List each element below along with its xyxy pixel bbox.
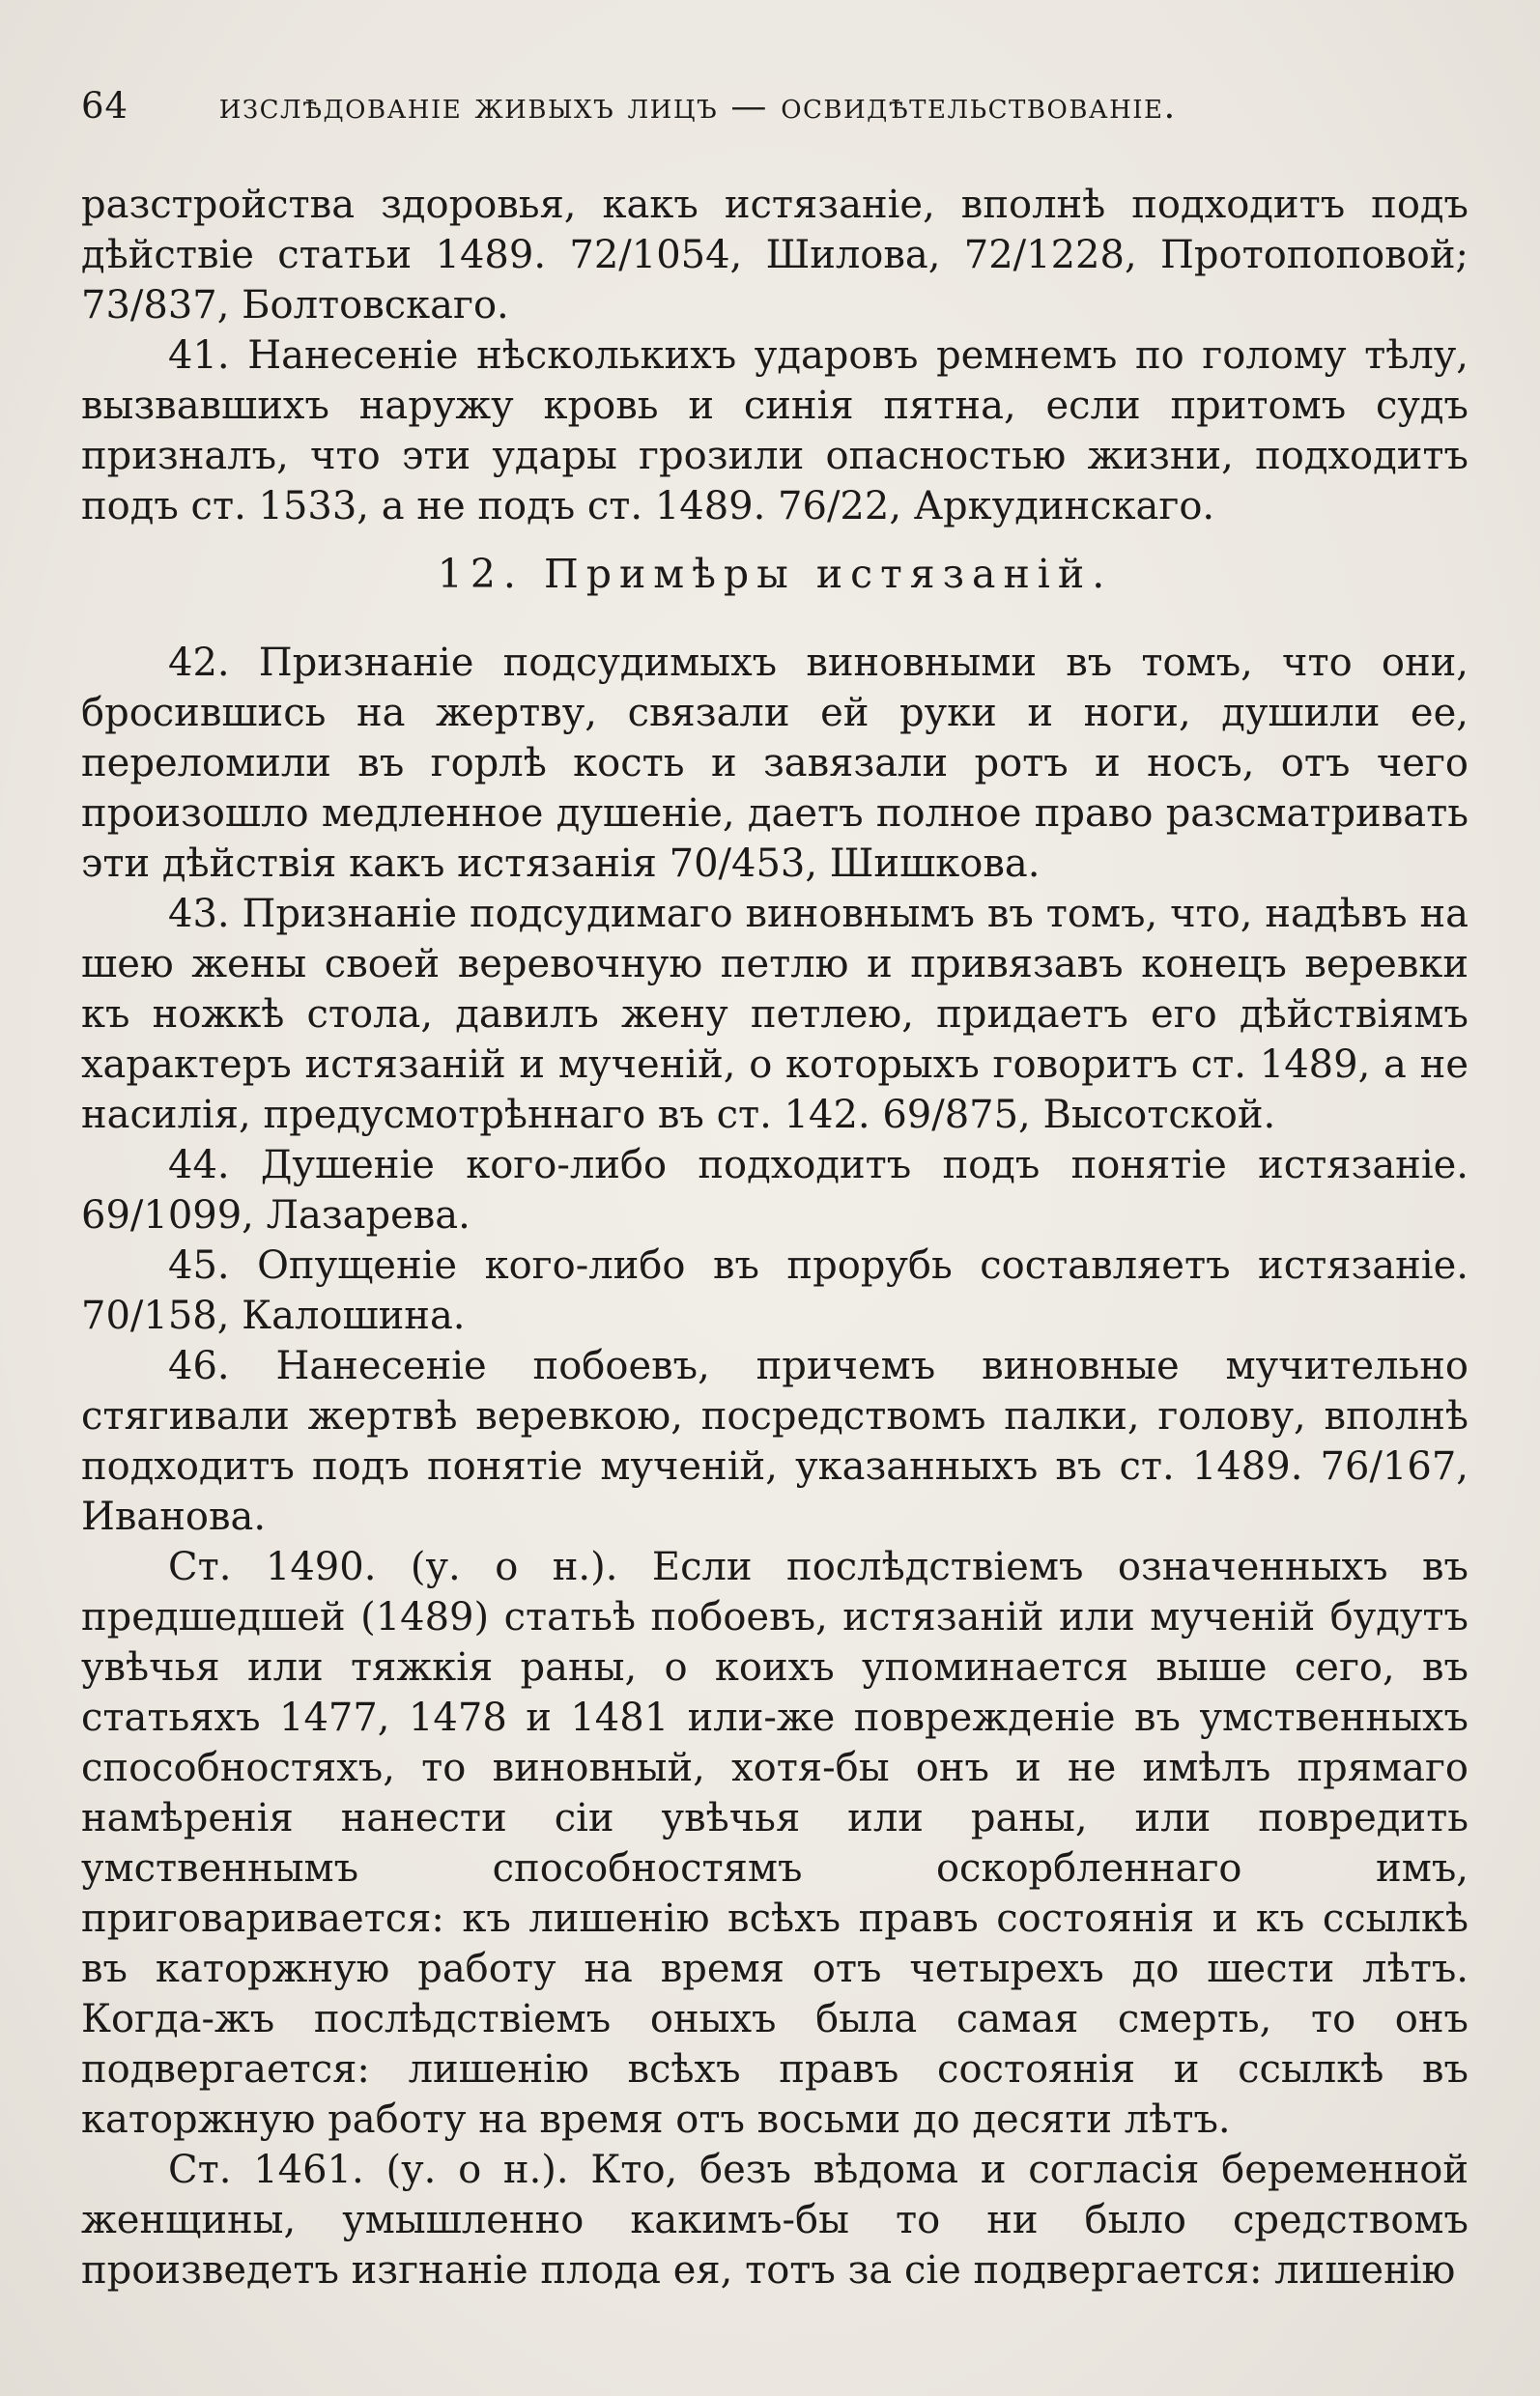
paragraph-item-41: 41. Нанесеніе нѣсколькихъ ударовъ ремнемъ по голому тѣлу, вызвавшихъ наружу кровь и синія пятна, если притомъ судъ призналъ, что эти удары грозили опасностью жизни, подходитъ подъ ст. 1533, а не подъ ст. 1489. 76/22, Аркудинскаго. — [81, 333, 1469, 528]
paragraph-article-1490: Ст. 1490. (у. о н.). Если послѣдствіемъ означенныхъ въ предшедшей (1489) статьѣ побоевъ, истязаній или мученій будутъ увѣчья или тяжкія раны, о коихъ упоминается выше сего, въ статьяхъ 1477, 1478 и 1481 или-же поврежденіе въ умственныхъ способностяхъ, то виновный, хотя-бы онъ и не имѣлъ прямаго намѣренія нанести сіи увѣчья или раны, или повредить умственнымъ способностямъ оскорбленнаго имъ, приговаривается: къ лишенію всѣхъ правъ состоянія и къ ссылкѣ въ каторжную работу на время отъ четырехъ до шести лѣтъ. Когда-жъ послѣдствіемъ оныхъ была самая смерть, то онъ подвергается: лишенію всѣхъ правъ состоянія и ссылкѣ въ каторжную работу на время отъ восьми до десяти лѣтъ. — [81, 1545, 1469, 2142]
paragraph-item-45: 45. Опущеніе кого-либо въ прорубь составляетъ истязаніе. 70/158, Калошина. — [81, 1243, 1469, 1338]
paragraph-article-1461: Ст. 1461. (у. о н.). Кто, безъ вѣдома и согласія беременной женщины, умышленно какимъ-бы то ни было средствомъ произведетъ изгнаніе плода ея, тотъ за сіе подвергается: лишенію — [81, 2148, 1469, 2293]
paragraph-item-44: 44. Душеніе кого-либо подходитъ подъ понятіе истязаніе. 69/1099, Лазарева. — [81, 1143, 1469, 1238]
page-body — [81, 180, 1469, 2296]
page-number: 64 — [81, 85, 129, 127]
paragraph-item-43: 43. Признаніе подсудимаго виновнымъ въ томъ, что, надѣвъ на шею жены своей веревочную петлю и привязавъ конецъ веревки къ ножкѣ стола, давилъ жену петлею, придаетъ его дѣйствіямъ характеръ истязаній и мученій, о которыхъ говоритъ ст. 1489, а не насилія, предусмотрѣннаго въ ст. 142. 69/875, Высотской. — [81, 892, 1469, 1137]
page-header — [81, 85, 1459, 139]
paragraph-item-42: 42. Признаніе подсудимыхъ виновными въ томъ, что они, бросившись на жертву, связали ей руки и ноги, душили ее, переломили въ горлѣ кость и завязали ротъ и носъ, отъ чего произошло медленное душеніе, даетъ полное право разсматривать эти дѣйствія какъ истязанія 70/453, Шишкова. — [81, 641, 1469, 886]
paragraph-continuation: разстройства здоровья, какъ истязаніе, вполнѣ подходитъ подъ дѣйствіе статьи 1489. 72/1054, Шилова, 72/1228, Протопоповой; 73/837, Болтовскаго. — [81, 183, 1469, 328]
running-title: изслѣдованіе живыхъ лицъ — освидѣтельствованіе. — [218, 85, 1177, 127]
paragraph-item-46: 46. Нанесеніе побоевъ, причемъ виновные мучительно стягивали жертвѣ веревкою, посредствомъ палки, голову, вполнѣ подходитъ подъ понятіе мученій, указанныхъ въ ст. 1489. 76/167, Иванова. — [81, 1344, 1469, 1539]
section-title: 12. Примѣры истязаній. — [437, 551, 1113, 597]
